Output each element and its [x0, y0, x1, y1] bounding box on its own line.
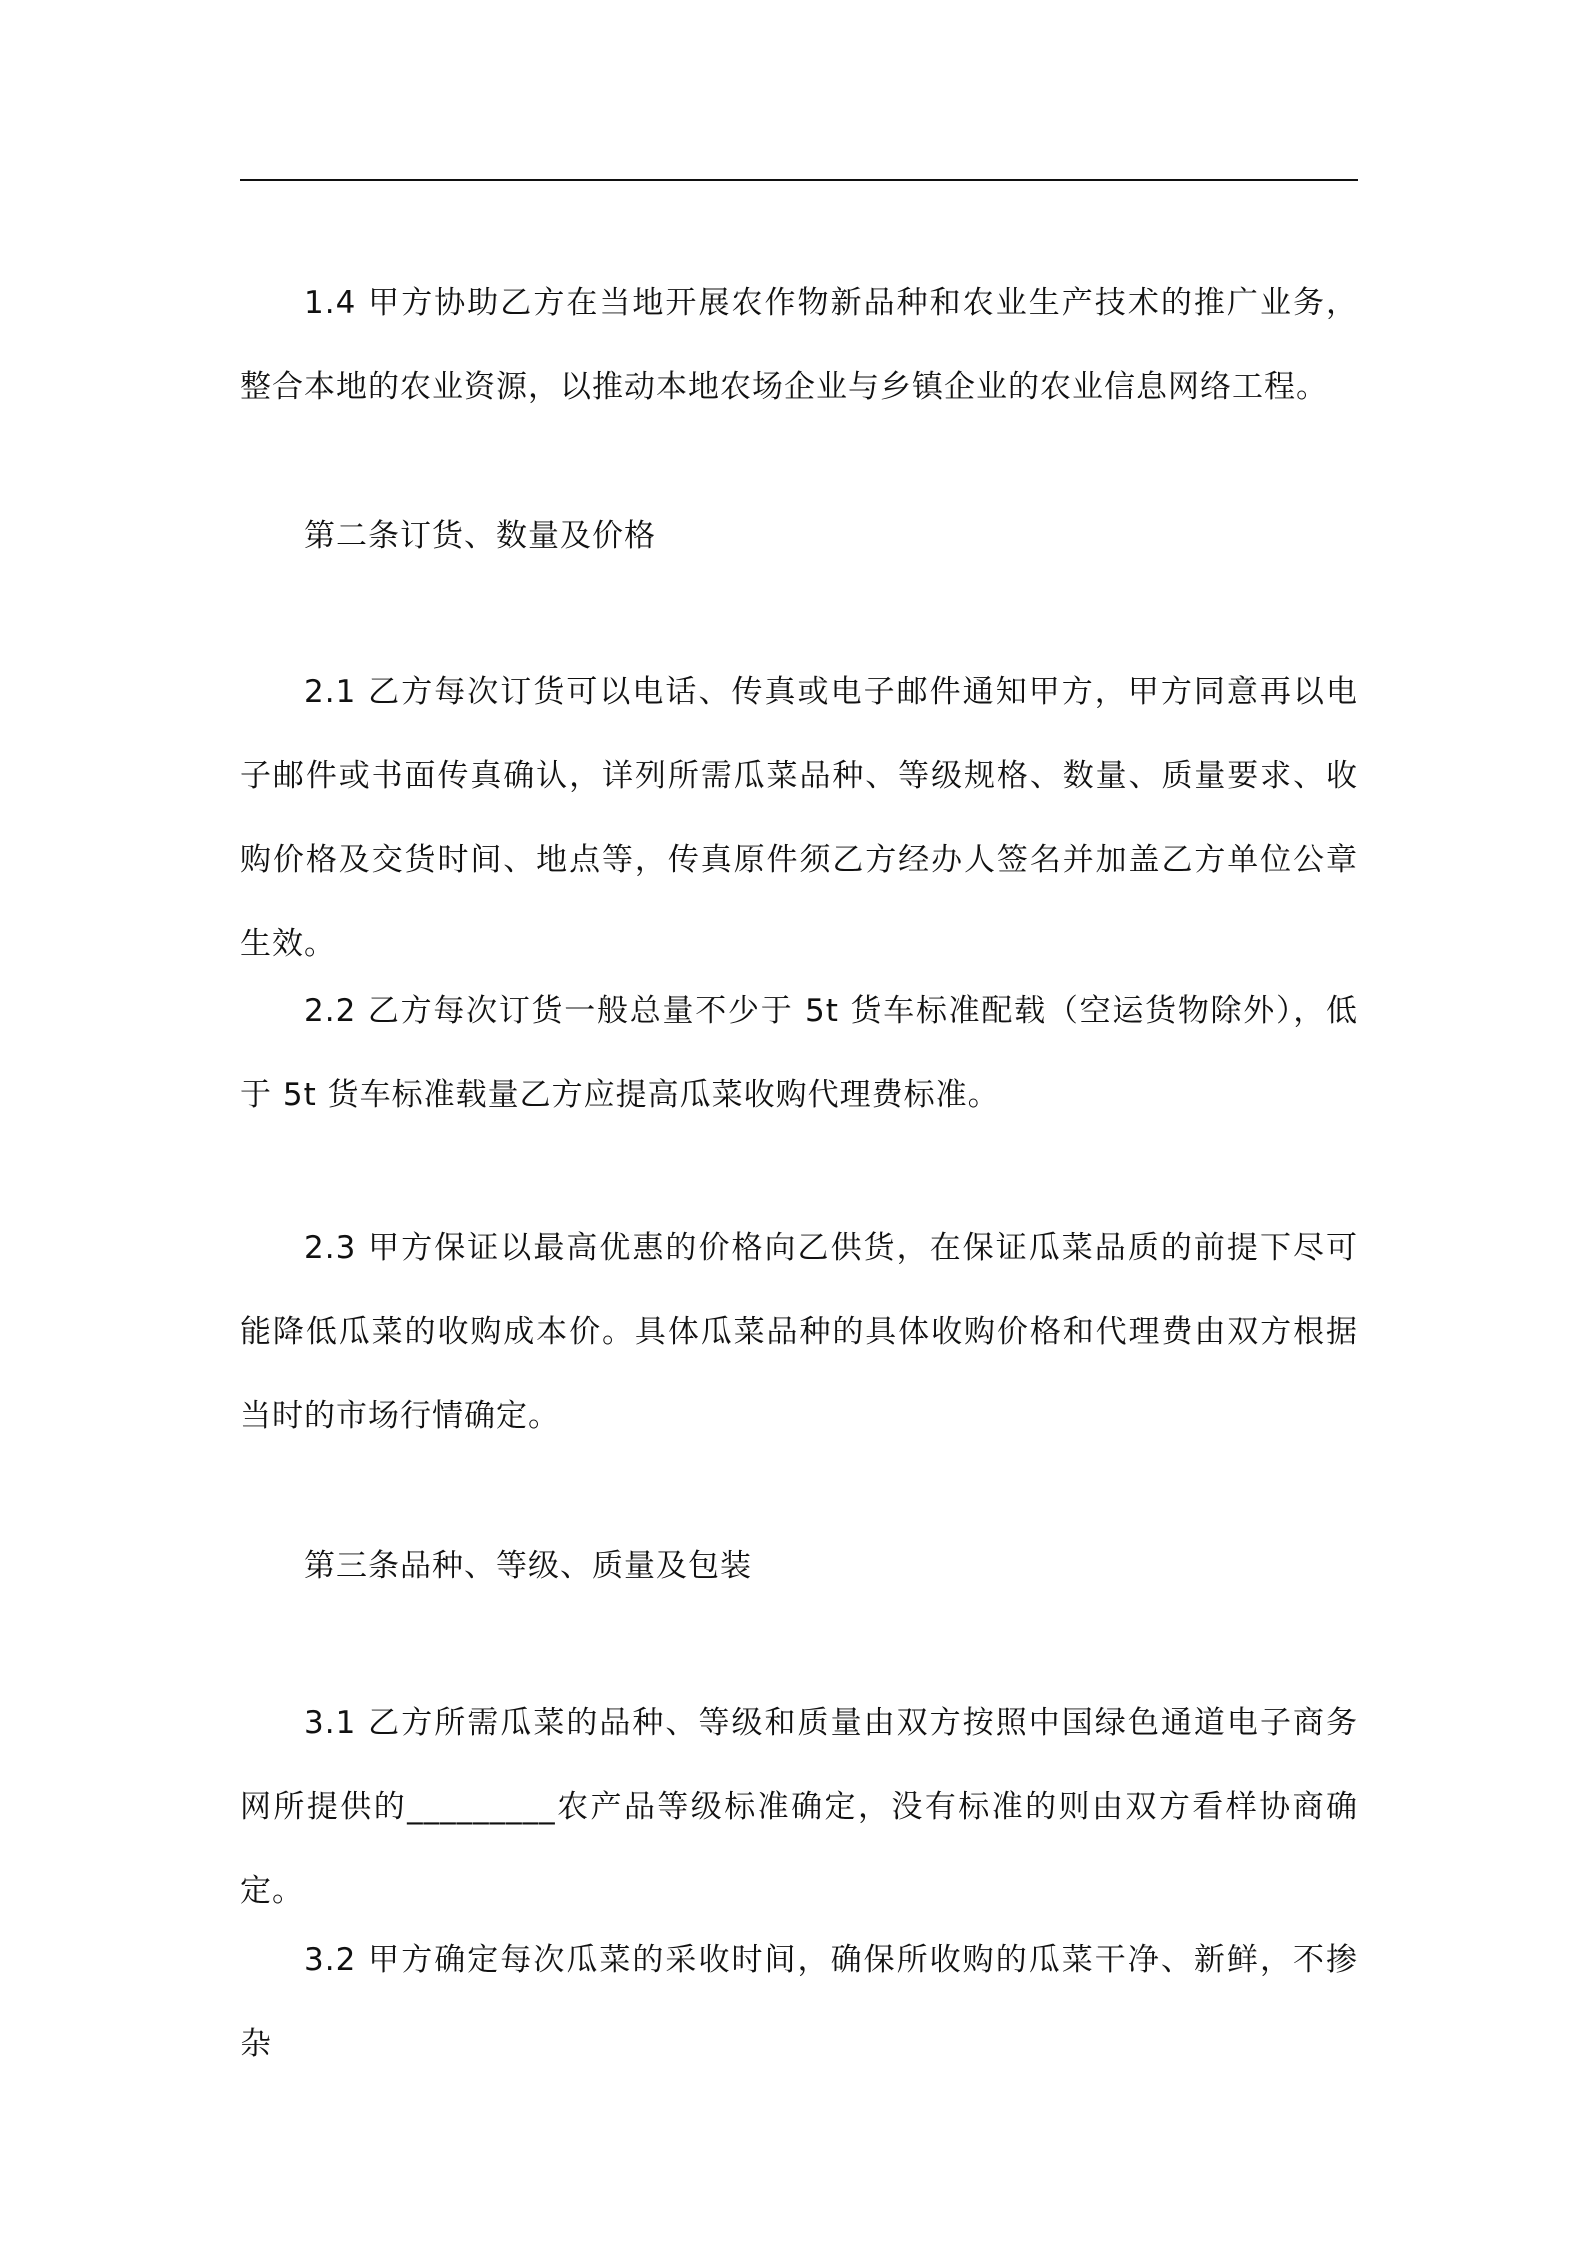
clause-1-4: 1.4 甲方协助乙方在当地开展农作物新品种和农业生产技术的推广业务，整合本地的农业资源，以推动本地农场企业与乡镇企业的农业信息网络工程。	[240, 285, 1358, 405]
clause-3-2: 3.2 甲方确定每次瓜菜的采收时间，确保所收购的瓜菜干净、新鲜，不掺杂	[240, 1942, 1358, 2062]
clause-2-1: 2.1 乙方每次订货可以电话、传真或电子邮件通知甲方，甲方同意再以电子邮件或书面传真确认，详列所需瓜菜品种、等级规格、数量、质量要求、收购价格及交货时间、地点等，传真原件须乙方经办人签名并加盖乙方单位公章生效。	[240, 674, 1358, 962]
clause-3-1: 3.1 乙方所需瓜菜的品种、等级和质量由双方按照中国绿色通道电子商务网所提供的_________农产品等级标准确定，没有标准的则由双方看样协商确定。	[240, 1705, 1358, 1909]
clause-2-3: 2.3 甲方保证以最高优惠的价格向乙供货，在保证瓜菜品质的前提下尽可能降低瓜菜的收购成本价。具体瓜菜品种的具体收购价格和代理费由双方根据当时的市场行情确定。	[240, 1230, 1358, 1434]
header-divider	[240, 179, 1358, 181]
clause-2-2: 2.2 乙方每次订货一般总量不少于 5t 货车标准配载（空运货物除外），低于 5t 货车标准载量乙方应提高瓜菜收购代理费标准。	[240, 993, 1358, 1113]
article-2-heading: 第二条订货、数量及价格	[304, 518, 656, 554]
article-3-heading: 第三条品种、等级、质量及包装	[304, 1548, 752, 1584]
